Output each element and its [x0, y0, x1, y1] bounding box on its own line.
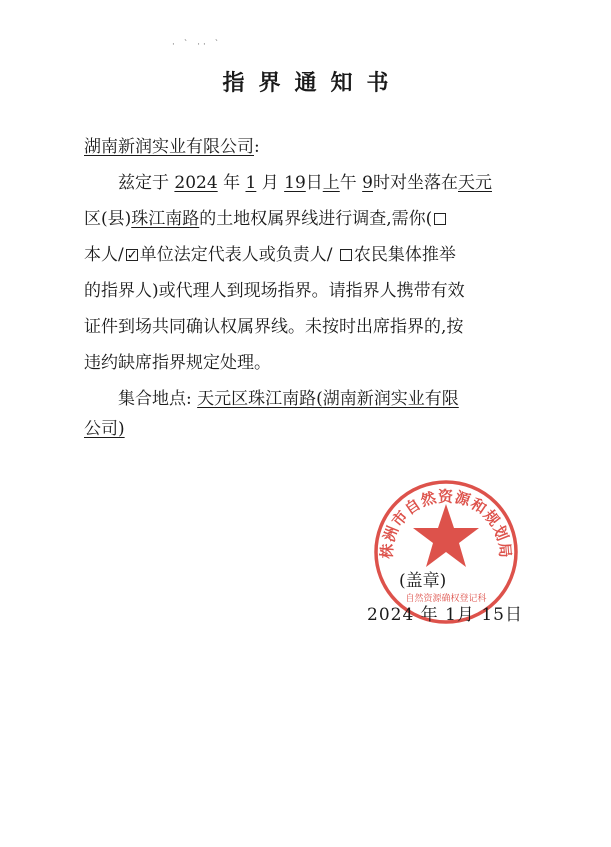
body-text: 年 [223, 173, 241, 193]
seal-star-icon [413, 504, 479, 567]
body-line-1 [118, 172, 492, 194]
seal-org-arc: 株洲市自然资源和规划局 [377, 487, 515, 560]
body-line-6: 违约缺席指界规定处理。 [84, 353, 271, 373]
date-day-unit: 日 [504, 605, 523, 625]
meeting-line-1 [118, 388, 459, 410]
date-day: 15 [481, 605, 505, 625]
meeting-place-cont: 公司) [84, 419, 125, 439]
date-year-unit: 年 [420, 605, 439, 625]
body-text: 兹定于 [118, 173, 169, 193]
scan-specks: · ` ·· ` [172, 40, 223, 50]
body-text: 的土地权属界线进行调查,需你( [199, 209, 433, 229]
date-year: 2024 [367, 605, 415, 625]
district-blank: 天元 [458, 173, 492, 193]
stamp-label: (盖章) [399, 571, 447, 591]
page-title: 指界通知书 [222, 71, 403, 96]
body-text: 时对坐落在 [373, 173, 458, 193]
meeting-line-2 [84, 418, 125, 440]
addressee-colon: : [254, 137, 260, 157]
date-month: 1 [445, 605, 457, 625]
addressee-line [84, 136, 260, 158]
body-text: 本人/ [84, 245, 124, 265]
issue-date [367, 600, 523, 625]
date-month-unit: 月 [456, 605, 475, 625]
addressee-name: 湖南新润实业有限公司 [84, 137, 254, 157]
body-line-2 [84, 208, 448, 230]
checkbox-legal-rep [126, 249, 138, 261]
body-text: 月 [261, 173, 279, 193]
body-line-4: 的指界人)或代理人到现场指界。请指界人携带有效 [84, 281, 465, 301]
hour-blank: 9 [362, 173, 373, 193]
body-text: 单位法定代表人或负责人/ [139, 245, 333, 265]
meeting-label: 集合地点: [118, 389, 192, 409]
seal-sub-text: 自然资源确权登记科 [405, 594, 487, 604]
body-text: 农民集体推举 [353, 245, 456, 265]
body-text: 区(县) [84, 209, 132, 229]
meeting-place: 天元区珠江南路(湖南新润实业有限 [197, 389, 459, 409]
body-line-5: 证件到场共同确认权属界线。未按时出席指界的,按 [84, 317, 464, 337]
day-blank: 19 [284, 173, 306, 193]
checkbox-collective [340, 249, 352, 261]
body-text: 日 [305, 173, 323, 193]
road-blank: 珠江南路 [131, 209, 200, 229]
month-blank: 1 [245, 173, 257, 193]
checkbox-self [434, 213, 446, 225]
body-line-3 [84, 244, 456, 266]
year-blank: 2024 [174, 173, 218, 193]
ampm-blank: 上 [322, 173, 340, 193]
body-text: 午 [339, 173, 357, 193]
